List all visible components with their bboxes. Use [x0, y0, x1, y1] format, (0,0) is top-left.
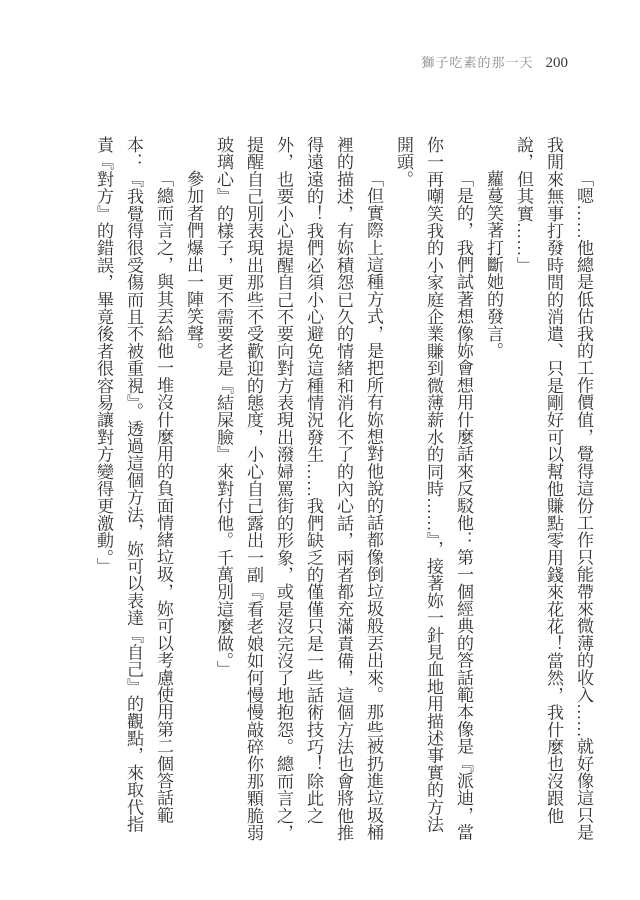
- paragraph: 「但實際上這種方式，是把所有妳想對他說的話都像倒垃圾般丟出來。那些被扔進垃圾桶裡的描述，有妳積怨已久的情緒和消化不了的內心話，兩者都充滿責備，這個方法也會將他推得遠遠的！我們必須小心避免這種情況發生……我們缺乏的僅僅只是一些話術技巧！除此之外，也要小心提醒自己不要向對方表現出潑婦罵街的形象，或是沒完沒了地抱怨。總而言之，提醒自己別表現出那些不受歡迎的態度，小心自己露出一副『看老娘如何慢慢敲碎你那顆脆弱玻璃心』的樣子，更不需要老是『結屎臉』來對付他。千萬別這麼做。」: [214, 136, 383, 842]
- running-title: 獅子吃素的那一天: [421, 55, 534, 70]
- paragraph: 「是的，我們試著想像妳會想用什麼話來反駁他：第一個經典的答話範本像是『派迪，當你一再嘲笑我的小家庭企業賺到微薄薪水的同時……』，接著妳一針見血地用描述事實的方法開頭。: [394, 136, 473, 841]
- page-header: [421, 52, 568, 72]
- text-body: [88, 136, 598, 842]
- paragraph: 參加者們爆出一陣笑聲。: [184, 170, 203, 360]
- paragraph: 「總而言之，與其丟給他一堆沒什麼用的負面情緒垃圾，妳可以考慮使用第二個答話範本：『我覺得很受傷而且不被重視』。透過這個方法，妳可以表達『自己』的觀點，來取代指責『對方』的錯誤，畢竟後者很容易讓對方變得更激動。」: [94, 136, 173, 833]
- page-number: 200: [545, 55, 568, 71]
- paragraph: 「嗯……他總是低估我的工作價值，覺得這份工作只能帶來微薄的收入……就好像這只是我閒來無事打發時間的消遣、只是剛好可以幫他賺點零用錢來花花！當然，我什麼也沒跟他說，但其實……」: [514, 136, 593, 841]
- paragraph: 蘿蔓笑著打斷她的發言。: [484, 170, 503, 360]
